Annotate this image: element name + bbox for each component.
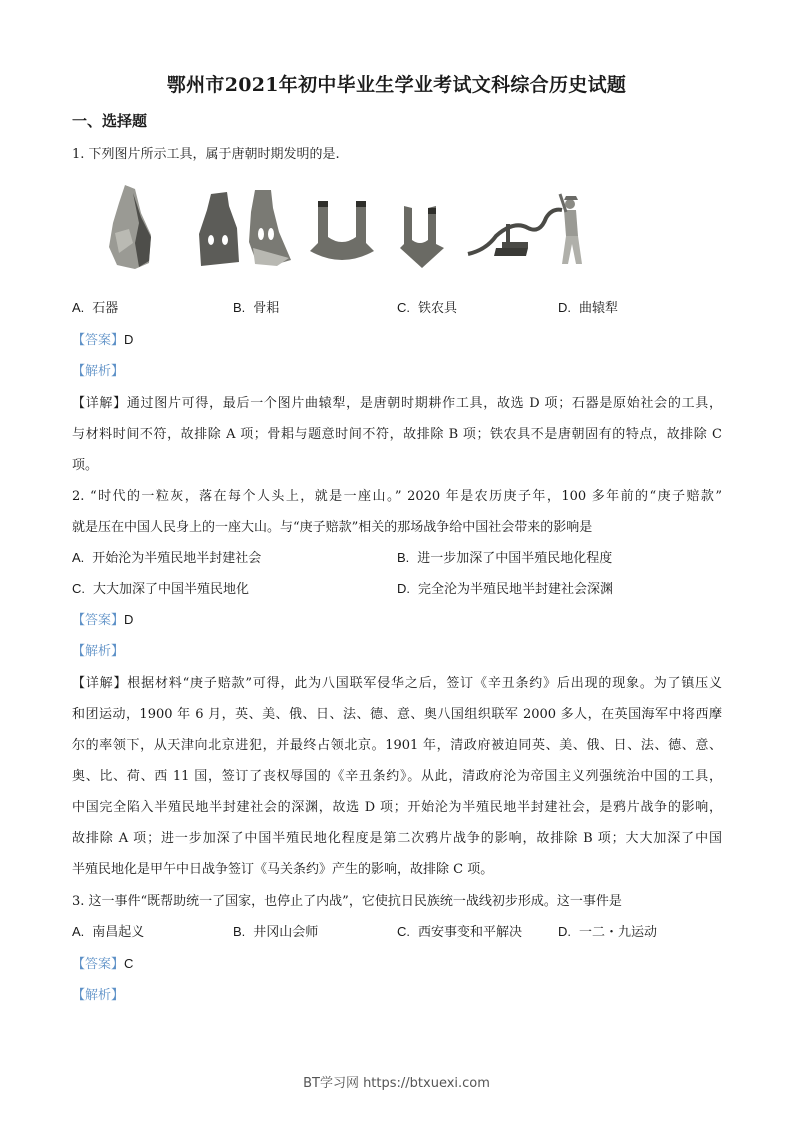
q3-option-a: A. 南昌起义 xyxy=(72,924,145,940)
q1-option-a: A. 石器 xyxy=(72,300,119,316)
bone-spade-image xyxy=(197,188,297,270)
q2-detail-line-7: 半殖民地化是甲午中日战争签订《马关条约》产生的影响，故排除 C 项。 xyxy=(72,862,494,877)
q2-option-a: A. 开始沦为半殖民地半封建社会 xyxy=(72,550,262,566)
section-heading: 一、选择题 xyxy=(72,112,148,130)
q1-analysis-label: 【解析】 xyxy=(72,364,125,379)
q3-option-b: B. 井冈山会师 xyxy=(233,924,319,940)
q2-detail-line-6: 故排除 A 项；进一步加深了中国半殖民地化程度是第二次鸦片战争的影响，故排除 B 项；大大加深了中国 xyxy=(72,831,722,846)
footer-watermark[interactable]: BT学习网 https://btxuexi.com xyxy=(303,1076,490,1091)
iron-v-hoe-image xyxy=(400,204,444,270)
q2-option-b: B. 进一步加深了中国半殖民地化程度 xyxy=(397,550,613,566)
q1-option-d: D. 曲辕犁 xyxy=(558,300,619,316)
q2-answer: 【答案】D xyxy=(72,612,134,628)
curved-shaft-plow-image xyxy=(466,192,586,268)
q2-detail-line-5: 中国完全陷入半殖民地半封建社会的深渊，故选 D 项；开始沦为半殖民地半封建社会，是鸦片战争的影响， xyxy=(72,800,722,815)
stone-tool-image xyxy=(105,183,157,271)
q1-option-b: B. 骨耜 xyxy=(233,300,280,316)
question-2-stem-line-1: 2. “时代的一粒灰，落在每个人头上，就是一座山。” 2020 年是农历庚子年，100 多年前的“庚子赔款” xyxy=(72,489,722,504)
q1-answer: 【答案】D xyxy=(72,332,134,348)
q3-answer: 【答案】C xyxy=(72,956,134,972)
q1-option-c: C. 铁农具 xyxy=(397,300,458,316)
question-3-stem: 3. 这一事件“既帮助统一了国家，也停止了内战”，它使抗日民族统一战线初步形成。这一事件是 xyxy=(72,894,622,909)
q2-option-c: C. 大大加深了中国半殖民地化 xyxy=(72,581,250,597)
q2-detail-line-2: 和团运动，1900 年 6 月，英、美、俄、日、法、德、意、奥八国组织联军 2000 多人，在英国海军中将西摩 xyxy=(72,707,722,722)
q2-detail-line-3: 尔的率领下，从天津向北京进犯，并最终占领北京。1901 年，清政府被迫同英、美、俄、日、法、德、意、 xyxy=(72,738,722,753)
q1-detail-line-1: 【详解】通过图片可得，最后一个图片曲辕犁，是唐朝时期耕作工具，故选 D 项；石器是原始社会的工具， xyxy=(72,396,722,411)
question-2-stem-line-2: 就是压在中国人民身上的一座大山。与“庚子赔款”相关的那场战争给中国社会带来的影响是 xyxy=(72,520,593,535)
page-title: 鄂州市2021年初中毕业生学业考试文科综合历史试题 xyxy=(166,74,627,96)
iron-u-hoe-image xyxy=(310,195,374,265)
q3-analysis-label: 【解析】 xyxy=(72,988,125,1003)
q3-option-c: C. 西安事变和平解决 xyxy=(397,924,523,940)
q2-detail-line-4: 奥、比、荷、西 11 国，签订了丧权辱国的《辛丑条约》。从此，清政府沦为帝国主义列强统治中国的工具， xyxy=(72,769,722,784)
q1-detail-line-2: 与材料时间不符，故排除 A 项；骨耜与题意时间不符，故排除 B 项；铁农具不是唐朝固有的特点，故排除 C xyxy=(72,427,722,442)
question-1-stem: 1. 下列图片所示工具，属于唐朝时期发明的是. xyxy=(72,147,340,162)
q2-option-d: D. 完全沦为半殖民地半封建社会深渊 xyxy=(397,581,614,597)
q3-option-d: D. 一二・九运动 xyxy=(558,924,658,940)
q1-detail-line-3: 项。 xyxy=(72,458,99,473)
q2-analysis-label: 【解析】 xyxy=(72,644,125,659)
q2-detail-line-1: 【详解】根据材料“庚子赔款”可得，此为八国联军侵华之后，签订《辛丑条约》后出现的现象。为了镇压义 xyxy=(72,676,722,691)
